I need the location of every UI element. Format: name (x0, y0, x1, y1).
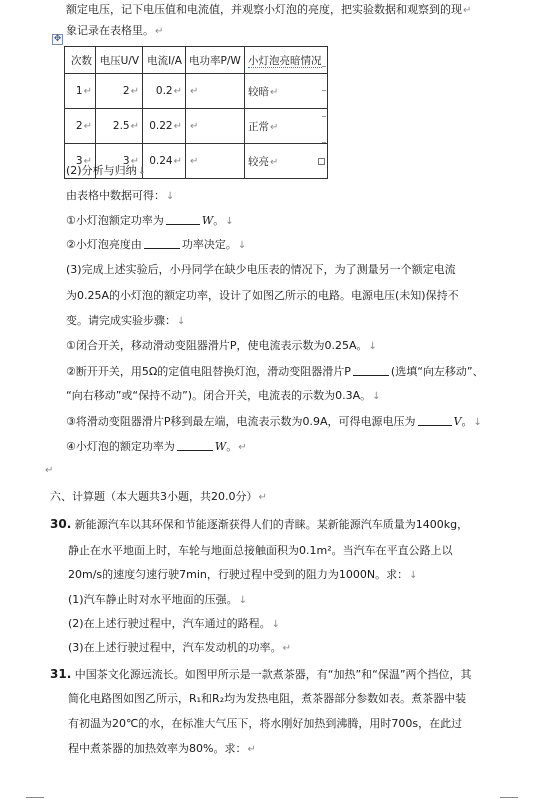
question-30-sub-2: (2)在上述行驶过程中，汽车通过的路程。↓ (68, 617, 280, 630)
header-current: 电流I/A (143, 47, 186, 74)
question-30-line-2: 静止在水平地面上时，车轮与地面总接触面积为0.1m²。当汽车在平直公路上以 (68, 544, 453, 557)
question-30-line-1: 30. 新能源汽车以其环保和节能逐渐获得人们的青睐。某新能源汽车质量为1400kg， (50, 517, 469, 531)
question-30-line-3: 20m/s的速度匀速行驶7min，行驶过程中受到的阻力为1000N。求：↓ (68, 568, 418, 581)
part3-step-2: ②断开开关，用5Ω的定值电阻替换灯泡，滑动变阻器滑片P (选填“向左移动”、 (66, 365, 484, 378)
part3-line-3: 变。请完成实验步骤：↓ (66, 314, 186, 327)
answer-blank[interactable] (418, 414, 452, 426)
empty-paragraph: ↵ (45, 465, 54, 476)
header-count: 次数 (65, 47, 96, 74)
analysis-lead: 由表格中数据可得：↓ (66, 189, 175, 202)
question-30-sub-1: (1)汽车静止时对水平地面的压强。↓ (68, 593, 247, 606)
intro-line-2: 象记录在表格里。↵ (66, 24, 164, 37)
table-row: 3↵ 3↵ 0.24↵ ↵ 较亮↵ (65, 144, 328, 179)
page-corner-mark (26, 797, 44, 798)
analysis-item-2: ②小灯泡亮度由 功率决定。↓ (66, 238, 247, 251)
question-31-line-3: 有初温为20℃的水，在标准大气压下，将水刚好加热到沸腾，用时700s，在此过 (68, 717, 463, 730)
header-voltage: 电压U/V (96, 47, 143, 74)
question-31-line-4: 程中煮茶器的加热效率为80%。求：↵ (68, 742, 256, 755)
question-31-line-2: 简化电路图如图乙所示，R₁和R₂均为发热电阻，煮茶器部分参数如表。煮茶器中装 (68, 692, 467, 705)
answer-blank[interactable] (144, 237, 180, 249)
analysis-title: (2)分析与归纳↓ (66, 164, 146, 177)
part3-step-1: ①闭合开关，移动滑动变阻器滑片P，使电流表示数为0.25A。↓ (66, 339, 377, 352)
section-6-title: 六、计算题（本大题共3小题，共20.0分）↵ (50, 490, 267, 503)
table-resize-handle[interactable] (318, 158, 325, 165)
part3-step-3: ③将滑动变阻器滑片P移到最左端，电流表示数为0.9A，可得电源电压为 V。↓ (66, 415, 482, 428)
question-30-sub-3: (3)在上述行驶过程中，汽车发动机的功率。↵ (68, 641, 291, 654)
answer-blank[interactable] (166, 213, 200, 225)
part3-line-1: (3)完成上述实验后，小丹同学在缺少电压表的情况下，为了测量另一个额定电流 (66, 263, 456, 276)
analysis-item-1: ①小灯泡额定功率为 W。↓ (66, 214, 234, 227)
answer-blank[interactable] (177, 439, 213, 451)
page-corner-mark (500, 797, 518, 798)
part3-line-2: 为0.25A的小灯泡的额定功率，设计了如图乙所示的电路。电源电压(未知)保持不 (66, 289, 459, 302)
data-table (64, 46, 328, 179)
table-row: 1↵ 2↵ 0.2↵ ↵ 较暗↵ (65, 74, 328, 109)
table-row: 2↵ 2.5↵ 0.22↵ ↵ 正常↵ (65, 109, 328, 144)
header-power: 电功率P/W (186, 47, 245, 74)
question-31-line-1: 31. 中国茶文化源远流长。如图甲所示是一款煮茶器，有“加热”和“保温”两个挡位，其 (50, 667, 472, 681)
part3-step-4: ④小灯泡的额定功率为 W。↵ (66, 440, 247, 453)
intro-line-1: 额定电压，记下电压值和电流值，并观察小灯泡的亮度，把实验数据和观察到的现↵ (66, 3, 472, 16)
answer-blank[interactable] (353, 364, 389, 376)
table-header-row (65, 47, 328, 74)
header-brightness: 小灯泡亮暗情况 (245, 47, 328, 74)
part3-step-2-cont: “向右移动”或“保持不动”)。闭合开关，电流表的示数为0.3A。↓ (66, 389, 381, 402)
table-move-handle-icon[interactable]: ✥ (53, 34, 62, 44)
